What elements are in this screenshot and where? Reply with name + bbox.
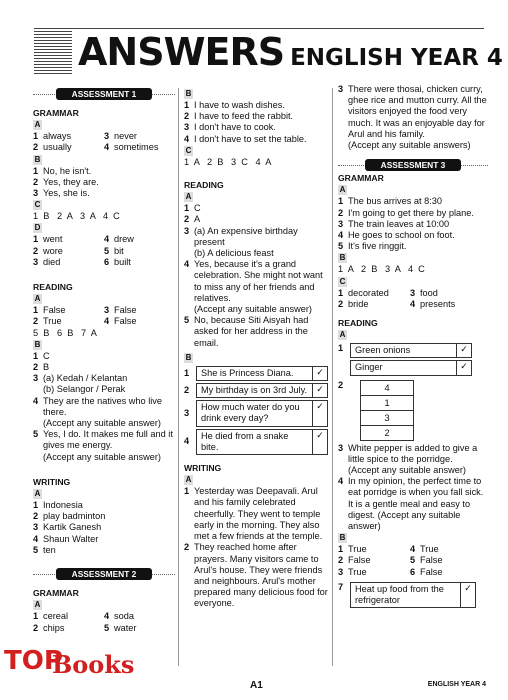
item-number: 6 <box>410 566 416 577</box>
column-divider <box>178 88 179 666</box>
answer-text: (Accept any suitable answer) <box>43 451 161 462</box>
answer-text: The bus arrives at 8:30 <box>348 196 442 207</box>
answer-row <box>33 362 175 373</box>
item-number: 5 <box>33 544 39 555</box>
item-number <box>184 248 194 259</box>
item-number: 3 <box>338 442 344 453</box>
title-main: ANSWERS <box>78 30 285 74</box>
section-heading: WRITING <box>184 463 222 474</box>
item-number: 4 <box>33 533 39 544</box>
item-number: 5 <box>338 241 344 252</box>
item-number: 1 <box>33 234 39 245</box>
answer-text: sometimes <box>114 142 159 153</box>
answer-text: (Accept any suitable answers) <box>348 140 471 151</box>
answer-row <box>184 429 330 455</box>
logo-books: Books <box>52 650 135 679</box>
section-letter: B <box>34 339 41 349</box>
answer-row <box>338 230 488 241</box>
item-number: 4 <box>104 316 110 327</box>
answer-box-text: She is Princess Diana. <box>201 367 294 378</box>
item-number: 2 <box>184 385 190 396</box>
answer-text: True <box>348 566 367 577</box>
item-number: 4 <box>410 298 416 309</box>
answer-text: A <box>194 214 201 225</box>
answer-text: cereal <box>43 611 69 622</box>
title-sub: ENGLISH YEAR 4 <box>290 45 503 71</box>
item-number: 3 <box>338 84 344 94</box>
answer-text: built <box>114 256 131 267</box>
item-number: 4 <box>338 476 344 487</box>
answer-row <box>184 100 330 111</box>
answer-row <box>33 418 175 429</box>
item-number: 2 <box>184 111 190 122</box>
item-number: 2 <box>33 362 39 373</box>
answer-box <box>350 360 472 375</box>
answer-row <box>33 522 175 533</box>
answer-text: Yes, they are. <box>43 176 99 187</box>
answer-row <box>33 234 175 245</box>
item-number: 6 <box>104 256 110 267</box>
answer-row <box>33 534 175 545</box>
item-number: 1 <box>338 287 344 298</box>
answer-box <box>350 343 472 358</box>
sequence-cell: 1 <box>361 396 413 411</box>
section-letter: B <box>339 253 346 263</box>
answer-row <box>338 476 488 532</box>
answer-text: It's five ringgit. <box>348 241 407 252</box>
answer-text: chips <box>43 622 65 633</box>
assessment-1-banner: ASSESSMENT 1 <box>56 88 152 100</box>
answer-box <box>196 400 328 426</box>
section-heading: READING <box>184 180 224 191</box>
answer-text: They reached home after prayers. Many visitors came to Arul's house. They were friends and neighbours. Arul's mother prepared many delicious food for everyone. <box>194 542 328 609</box>
answer-row <box>33 429 175 451</box>
answer-row <box>338 241 488 252</box>
answer-row <box>184 122 330 133</box>
answer-text: bride <box>348 298 369 309</box>
answer-row <box>338 465 488 476</box>
section-letter: B <box>185 89 192 98</box>
answer-box <box>196 429 328 455</box>
item-number: 5 <box>104 622 110 633</box>
item-number: 2 <box>33 142 39 153</box>
answer-row <box>33 131 175 142</box>
answer-text: never <box>114 131 137 142</box>
answer-row <box>184 214 330 225</box>
item-number: 2 <box>338 207 344 218</box>
answer-row <box>338 196 488 207</box>
answer-row <box>33 384 175 395</box>
answer-text: False <box>114 316 137 327</box>
answer-row <box>184 248 330 259</box>
answer-text: In my opinion, the perfect time to eat porridge is when you fall sick. It is a gentle meal and easy to digest. (Accept any suitable answer) <box>348 476 484 532</box>
section-letter: A <box>185 475 192 485</box>
section-letter: A <box>34 294 41 304</box>
page-number: A1 <box>250 680 263 691</box>
answer-text: Kartik Ganesh <box>43 522 102 533</box>
item-number: 2 <box>33 511 39 522</box>
answer-row <box>338 567 488 578</box>
answer-box <box>196 383 328 398</box>
section-letter: A <box>339 185 346 195</box>
answer-line: 1 A 2 B 3 C 4 A <box>184 156 272 167</box>
answer-text: No, he isn't. <box>43 165 92 176</box>
section-letter: C <box>34 200 41 210</box>
section-letter: A <box>339 330 346 340</box>
item-number: 5 <box>104 245 110 256</box>
item-number: 3 <box>184 407 190 418</box>
assessment-3-banner: ASSESSMENT 3 <box>365 159 461 171</box>
answer-row <box>33 257 175 268</box>
logo-top: TOP <box>4 646 63 676</box>
answer-text: White pepper is added to give a little spice to the porridge. <box>348 442 478 464</box>
title-bar <box>34 22 503 78</box>
section-heading: GRAMMAR <box>338 173 384 184</box>
answer-text: B <box>43 362 50 373</box>
item-number: 4 <box>410 544 416 555</box>
answer-row <box>184 304 330 315</box>
check-mark-icon: ✓ <box>460 583 475 607</box>
answer-text: soda <box>114 611 134 622</box>
answer-box-text: How much water do you drink every day? <box>201 402 300 424</box>
page-title <box>72 30 508 74</box>
top-books-logo <box>0 640 150 679</box>
answer-box-text: Green onions <box>355 345 411 356</box>
answer-row <box>33 611 175 622</box>
item-number: 1 <box>33 305 39 316</box>
answer-row <box>184 259 330 304</box>
sequence-table <box>360 380 414 441</box>
item-number: 4 <box>104 234 110 245</box>
answer-text: No, because Siti Aisyah had asked for her address in the email. <box>194 315 309 348</box>
answer-text: (b) A delicious feast <box>194 248 274 259</box>
item-number: 1 <box>33 611 39 622</box>
answer-text: died <box>43 256 61 267</box>
item-number: 3 <box>184 225 190 236</box>
answer-text: (Accept any suitable answer) <box>194 304 312 315</box>
answer-row <box>338 555 488 566</box>
answer-text: food <box>420 287 438 298</box>
answer-row <box>338 84 488 140</box>
answer-text: I have to wash dishes. <box>194 100 285 110</box>
item-number <box>33 418 43 429</box>
answer-text: True <box>420 544 439 555</box>
answer-text: C <box>43 350 50 361</box>
answer-box <box>350 582 476 608</box>
check-mark-icon: ✓ <box>312 384 327 397</box>
answer-row <box>33 166 175 177</box>
answer-text: False <box>43 305 66 316</box>
item-number: 2 <box>338 298 344 309</box>
item-number: 3 <box>410 287 416 298</box>
answer-text: I don't have to cook. <box>194 122 276 133</box>
answer-text: (a) Kedah / Kelantan <box>43 373 128 384</box>
answer-row <box>33 500 175 511</box>
answer-text: ten <box>43 544 56 555</box>
answer-box-text: Heat up food from the refrigerator <box>355 583 444 606</box>
check-mark-icon: ✓ <box>456 344 471 357</box>
answer-text: wore <box>43 245 63 256</box>
item-number <box>33 452 43 463</box>
answer-text: Yes, she is. <box>43 188 90 199</box>
answer-text: True <box>348 544 367 555</box>
section-letter: A <box>34 120 41 130</box>
item-number: 1 <box>33 500 39 511</box>
section-letter: A <box>185 192 192 202</box>
answer-row <box>33 188 175 199</box>
answer-text: Yesterday was Deepavali. Arul and his family celebrated cheerfully. They went to temple early in the morning. They also met a few friends at the temple. <box>194 486 323 542</box>
section-heading: READING <box>33 282 73 293</box>
answer-row <box>33 351 175 362</box>
section-heading: GRAMMAR <box>33 588 79 599</box>
item-number: 3 <box>338 218 344 229</box>
answer-text: Shaun Walter <box>43 533 99 544</box>
answer-row <box>338 544 488 555</box>
item-number: 1 <box>338 196 344 207</box>
answer-box-text: My birthday is on 3rd July. <box>201 385 308 396</box>
sequence-cell: 2 <box>384 427 390 438</box>
answer-text: usually <box>43 142 72 153</box>
item-number: 3 <box>104 131 110 142</box>
item-number: 3 <box>33 373 39 384</box>
answer-row <box>33 316 175 327</box>
answer-text: I don't have to set the table. <box>194 133 307 144</box>
answer-text: (b) Selangor / Perak <box>43 384 126 395</box>
item-number: 2 <box>33 316 39 327</box>
answer-text: Yes, because it's a grand celebration. She might not want to miss any of her friends and relatives. <box>194 259 323 303</box>
answer-row <box>338 288 488 299</box>
item-number: 3 <box>104 305 110 316</box>
item-number <box>338 140 348 151</box>
answer-text: They are the natives who live there. <box>43 395 162 417</box>
answer-row <box>33 396 175 418</box>
item-number: 3 <box>33 522 39 533</box>
answer-row <box>33 511 175 522</box>
answer-text: (Accept any suitable answer) <box>43 418 161 429</box>
section-letter: C <box>339 276 346 286</box>
answer-text: False <box>114 305 137 316</box>
answer-row <box>184 383 330 398</box>
item-number: 7 <box>338 581 344 592</box>
section-letter: A <box>34 600 41 610</box>
check-mark-icon: ✓ <box>456 361 471 374</box>
answer-row <box>33 246 175 257</box>
section-letter: D <box>34 223 41 233</box>
section-letter: A <box>34 489 41 499</box>
item-number: 2 <box>33 245 39 256</box>
item-number: 1 <box>184 100 190 110</box>
answer-box-text: He died from a snake bite. <box>201 430 289 452</box>
answer-row <box>338 208 488 219</box>
item-number: 5 <box>33 429 39 440</box>
answer-text: decorated <box>348 287 389 298</box>
answer-text: I have to feed the rabbit. <box>194 111 294 122</box>
item-number: 2 <box>338 555 344 566</box>
answer-row <box>184 486 330 542</box>
column-divider <box>332 88 333 666</box>
item-number: 1 <box>338 544 344 555</box>
item-number: 2 <box>33 622 39 633</box>
item-number: 1 <box>184 203 190 214</box>
answer-text: False <box>420 555 443 566</box>
answer-text: drew <box>114 234 134 245</box>
answer-row <box>33 177 175 188</box>
answer-box-text: Ginger <box>355 362 383 373</box>
check-mark-icon: ✓ <box>312 430 327 454</box>
item-number: 2 <box>338 379 344 390</box>
item-number: 5 <box>184 315 190 326</box>
answer-row <box>184 315 330 349</box>
answer-text: Indonesia <box>43 500 83 511</box>
answer-row <box>184 366 330 381</box>
column-3 <box>338 84 488 610</box>
item-number: 4 <box>184 259 190 270</box>
item-number <box>33 384 43 395</box>
section-heading: WRITING <box>33 476 71 487</box>
answer-text: (Accept any suitable answer) <box>348 465 466 476</box>
item-number: 4 <box>104 611 110 622</box>
answer-row <box>184 542 330 609</box>
answer-row <box>338 443 488 465</box>
answer-row <box>33 452 175 463</box>
item-number: 2 <box>33 176 39 187</box>
answer-text: False <box>348 555 371 566</box>
answer-text: True <box>43 316 62 327</box>
item-number: 3 <box>33 188 39 199</box>
answer-row <box>184 111 330 122</box>
answer-row <box>33 142 175 153</box>
check-mark-icon: ✓ <box>312 401 327 425</box>
answer-row <box>33 545 175 556</box>
answer-text: went <box>43 234 63 245</box>
answer-text: play badminton <box>43 511 106 522</box>
answer-text: He goes to school on foot. <box>348 230 455 241</box>
item-number: 3 <box>33 256 39 267</box>
answer-text: The train leaves at 10:00 <box>348 218 450 229</box>
item-number: 1 <box>33 165 39 176</box>
answer-text: Yes, I do. It makes me full and it gives me energy. <box>43 429 173 451</box>
item-number: 4 <box>184 133 190 144</box>
sequence-cell: 3 <box>361 411 413 426</box>
answer-text: False <box>420 566 443 577</box>
item-number: 4 <box>33 395 39 406</box>
answer-row <box>33 623 175 634</box>
answer-text: water <box>114 622 137 633</box>
answer-row <box>184 134 330 145</box>
item-number: 1 <box>184 367 190 378</box>
item-number: 1 <box>184 486 190 497</box>
item-number: 4 <box>184 436 190 447</box>
answer-row <box>184 226 330 248</box>
section-letter: B <box>185 352 192 362</box>
answer-box <box>196 366 328 381</box>
answer-text: presents <box>420 298 456 309</box>
section-letter: B <box>34 154 41 164</box>
column-2 <box>184 88 330 610</box>
section-letter: C <box>185 145 192 155</box>
item-number: 4 <box>104 142 110 153</box>
item-number: 3 <box>184 122 190 133</box>
answer-row <box>338 140 488 151</box>
section-heading: GRAMMAR <box>33 108 79 118</box>
answer-row <box>184 203 330 214</box>
item-number: 1 <box>33 131 39 142</box>
item-number: 5 <box>410 555 416 566</box>
answer-text: There were thosai, chicken curry, ghee rice and mutton curry. All the visitors enjoyed the food very much. It was an enjoyable day for Arul and his family. <box>348 84 487 139</box>
column-1 <box>33 88 175 634</box>
item-number: 1 <box>338 343 344 354</box>
item-number <box>184 304 194 315</box>
answer-text: I'm going to get there by plane. <box>348 207 474 218</box>
answer-row <box>184 400 330 426</box>
answer-row <box>33 373 175 384</box>
item-number <box>338 465 348 476</box>
answer-row <box>33 305 175 316</box>
sequence-cell: 4 <box>361 381 413 396</box>
item-number: 1 <box>33 350 39 361</box>
answer-text: bit <box>114 245 124 256</box>
answer-row <box>338 299 488 310</box>
item-number: 2 <box>184 214 190 225</box>
answer-text: always <box>43 131 72 142</box>
answer-line: 1 A 2 B 3 A 4 C <box>338 264 425 275</box>
section-letter: B <box>339 533 346 543</box>
assessment-2-banner: ASSESSMENT 2 <box>56 568 152 580</box>
answer-text: (a) An expensive birthday present <box>194 225 298 247</box>
item-number: 4 <box>338 230 344 241</box>
answer-row <box>338 219 488 230</box>
item-number: 3 <box>338 566 344 577</box>
check-mark-icon: ✓ <box>312 367 327 380</box>
footer-label: ENGLISH YEAR 4 <box>427 681 486 688</box>
item-number: 2 <box>184 542 190 553</box>
answer-line: 1 B 2 A 3 A 4 C <box>33 211 120 222</box>
answer-text: C <box>194 203 201 214</box>
answer-line: 5 B 6 B 7 A <box>33 327 97 338</box>
section-heading: READING <box>338 318 378 329</box>
